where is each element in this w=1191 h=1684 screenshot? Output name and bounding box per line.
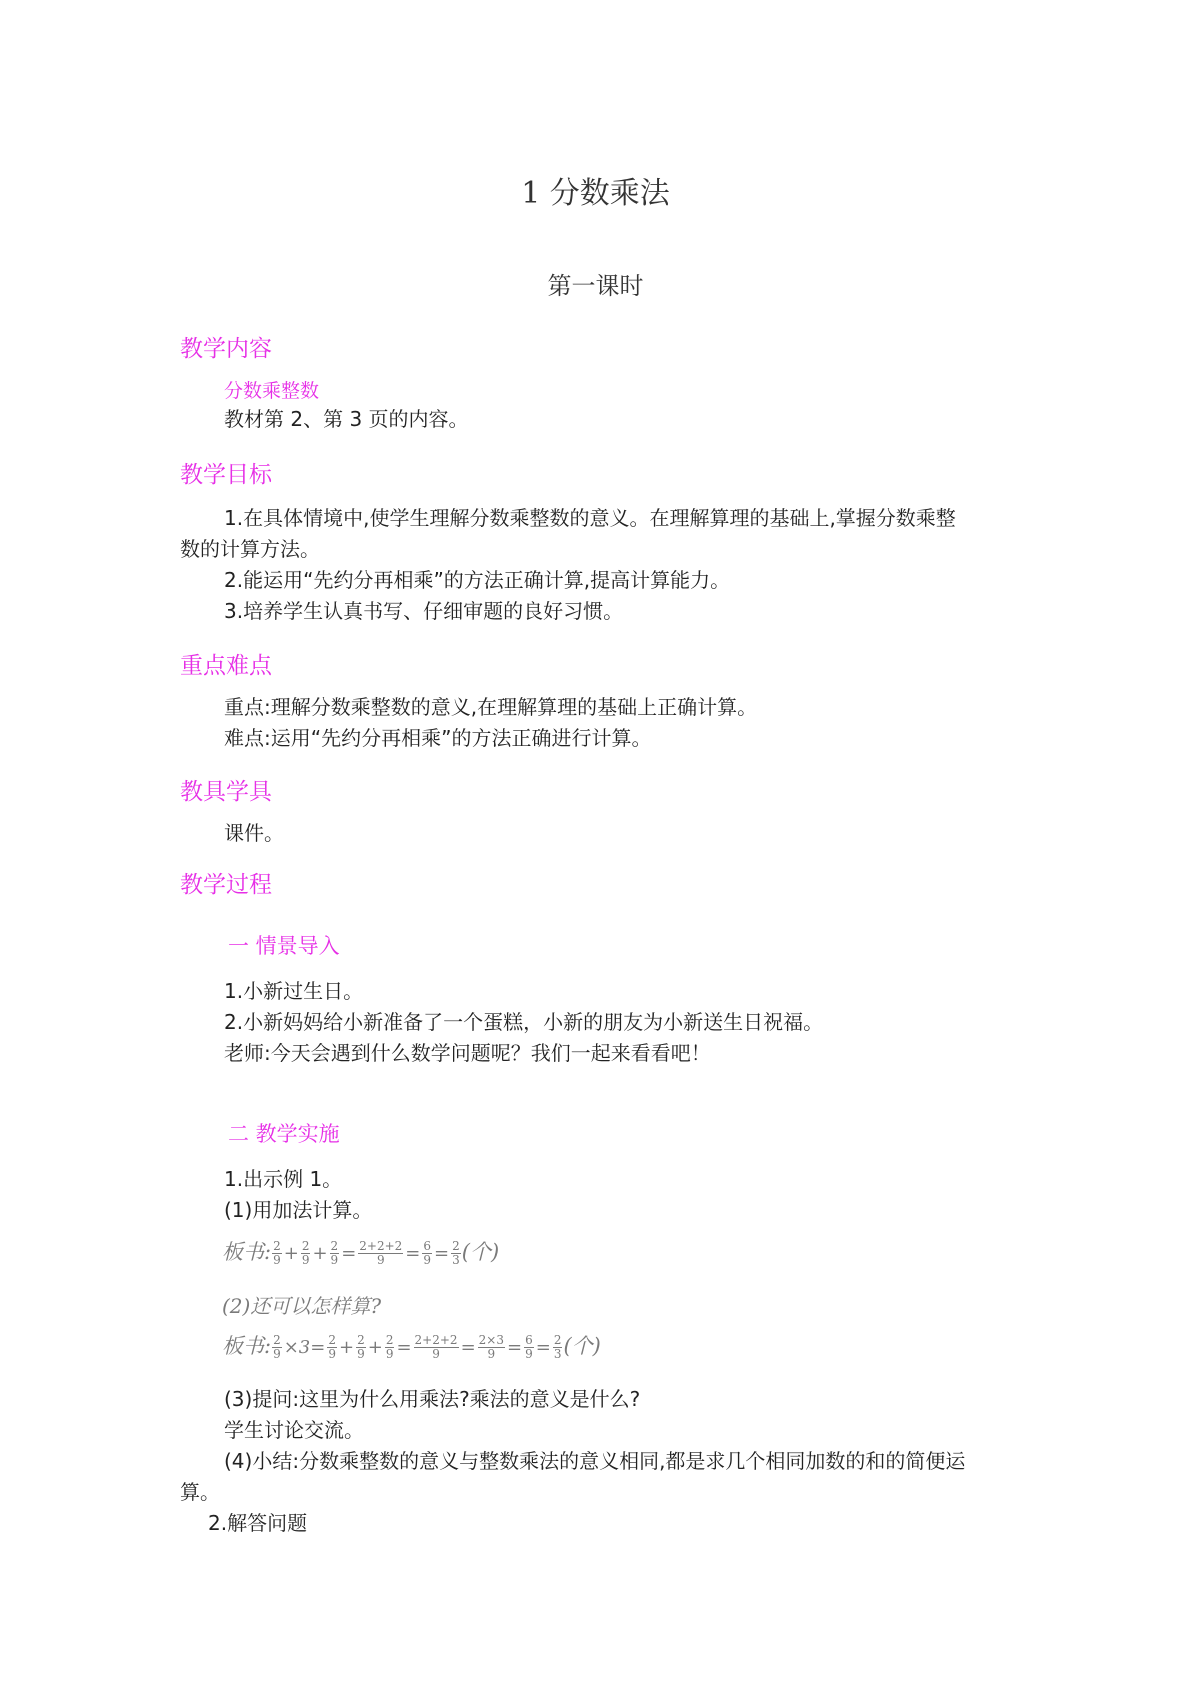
formula-operator: = bbox=[341, 1243, 357, 1264]
fraction-denominator: 9 bbox=[432, 1347, 440, 1361]
fraction-numerator: 6 bbox=[525, 1333, 533, 1347]
step-1-line-2: 2.小新妈妈给小新准备了一个蛋糕，小新的朋友为小新送生日祝福。 bbox=[224, 1010, 824, 1034]
formula-question: (2)还可以怎样算? bbox=[222, 1294, 382, 1318]
step-2-line-5a: (4)小结:分数乘整数的意义与整数乘法的意义相同,都是求几个相同加数的和的简便运 bbox=[224, 1449, 966, 1473]
fraction bbox=[301, 1240, 311, 1267]
fraction bbox=[451, 1240, 461, 1267]
step-1-line-3: 老师:今天会遇到什么数学问题呢？我们一起来看看吧！ bbox=[224, 1041, 711, 1065]
step-2-line-4: 学生讨论交流。 bbox=[224, 1418, 364, 1442]
step-1-line-1: 1.小新过生日。 bbox=[224, 979, 364, 1003]
heading-tools: 教具学具 bbox=[180, 779, 272, 805]
step-1-heading: 一 情景导入 bbox=[228, 934, 340, 958]
fraction-numerator: 2 bbox=[452, 1239, 460, 1253]
goal-3: 3.培养学生认真书写、仔细审题的良好习惯。 bbox=[224, 599, 624, 623]
formula-prefix: 板书: bbox=[222, 1334, 272, 1358]
fraction-numerator: 2 bbox=[273, 1239, 281, 1253]
fraction bbox=[358, 1240, 403, 1267]
content-text: 教材第 2、第 3 页的内容。 bbox=[224, 407, 469, 431]
step-2-line-6: 2.解答问题 bbox=[208, 1511, 308, 1535]
formula-operator: + bbox=[283, 1243, 299, 1264]
fraction-denominator: 9 bbox=[487, 1347, 496, 1361]
fraction bbox=[385, 1334, 395, 1361]
fraction-numerator: 2 bbox=[330, 1239, 339, 1253]
fraction bbox=[272, 1240, 282, 1267]
board-formula-1 bbox=[222, 1236, 499, 1267]
fraction-denominator: 3 bbox=[553, 1347, 562, 1361]
fraction-denominator: 9 bbox=[328, 1347, 336, 1361]
goal-2: 2.能运用“先约分再相乘”的方法正确计算,提高计算能力。 bbox=[224, 568, 731, 592]
formula-operator: = bbox=[535, 1337, 551, 1358]
fraction-numerator: 2 bbox=[385, 1333, 394, 1347]
page-title: 1 分数乘法 bbox=[521, 176, 670, 211]
fraction bbox=[553, 1334, 563, 1361]
step-2-line-5b: 算。 bbox=[180, 1480, 220, 1504]
fraction bbox=[356, 1334, 366, 1361]
fraction-denominator: 3 bbox=[452, 1253, 460, 1267]
fraction bbox=[330, 1240, 340, 1267]
formula-unit: (个) bbox=[461, 1240, 500, 1264]
formula-operator: = bbox=[405, 1243, 421, 1264]
fraction-numerator: 2 bbox=[357, 1333, 365, 1347]
fraction-numerator: 2×3 bbox=[478, 1333, 504, 1347]
key-point: 重点:理解分数乘整数的意义,在理解算理的基础上正确计算。 bbox=[224, 695, 758, 719]
goal-1-line-b: 数的计算方法。 bbox=[180, 537, 320, 561]
formula-operator: = bbox=[434, 1243, 450, 1264]
fraction-numerator: 2 bbox=[301, 1239, 310, 1253]
step-2-heading: 二 教学实施 bbox=[228, 1122, 340, 1146]
fraction-denominator: 9 bbox=[273, 1347, 281, 1361]
lesson-subtitle: 第一课时 bbox=[547, 272, 644, 300]
formula-operator: = bbox=[506, 1337, 523, 1358]
fraction bbox=[272, 1334, 282, 1361]
fraction-denominator: 9 bbox=[385, 1347, 394, 1361]
heading-content: 教学内容 bbox=[180, 336, 272, 362]
fraction-denominator: 9 bbox=[376, 1253, 385, 1267]
board-formula-2 bbox=[222, 1330, 601, 1361]
fraction bbox=[414, 1334, 459, 1361]
fraction-denominator: 9 bbox=[423, 1253, 432, 1267]
goal-1-line-a: 1.在具体情境中,使学生理解分数乘整数的意义。在理解算理的基础上,掌握分数乘整 bbox=[224, 506, 956, 530]
step-2-line-2: (1)用加法计算。 bbox=[224, 1198, 373, 1222]
step-2-line-1: 1.出示例 1。 bbox=[224, 1167, 343, 1191]
formula-unit: (个) bbox=[563, 1334, 601, 1358]
fraction bbox=[524, 1334, 534, 1361]
fraction-denominator: 9 bbox=[273, 1253, 281, 1267]
fraction-numerator: 2 bbox=[328, 1333, 336, 1347]
fraction-denominator: 9 bbox=[330, 1253, 339, 1267]
heading-goals: 教学目标 bbox=[180, 462, 272, 488]
formula-prefix: 板书: bbox=[222, 1240, 272, 1264]
fraction-numerator: 2+2+2 bbox=[414, 1333, 458, 1347]
step-2-line-3: (3)提问:这里为什么用乘法?乘法的意义是什么? bbox=[224, 1387, 641, 1411]
fraction-denominator: 9 bbox=[525, 1347, 533, 1361]
fraction-numerator: 2+2+2 bbox=[359, 1239, 403, 1253]
formula-operator: = bbox=[460, 1337, 476, 1358]
formula-operator: + bbox=[312, 1243, 328, 1264]
heading-process: 教学过程 bbox=[180, 872, 272, 898]
fraction bbox=[422, 1240, 432, 1267]
fraction-denominator: 9 bbox=[357, 1347, 365, 1361]
tools-text: 课件。 bbox=[224, 821, 284, 845]
fraction-numerator: 6 bbox=[423, 1239, 432, 1253]
fraction-denominator: 9 bbox=[301, 1253, 310, 1267]
fraction-numerator: 2 bbox=[273, 1333, 281, 1347]
heading-key-points: 重点难点 bbox=[180, 653, 272, 679]
formula-operator: + bbox=[367, 1337, 383, 1358]
formula-operator: = bbox=[396, 1337, 412, 1358]
fraction bbox=[327, 1334, 337, 1361]
formula-operator: + bbox=[338, 1337, 355, 1358]
subheading-content: 分数乘整数 bbox=[224, 380, 320, 402]
fraction-numerator: 2 bbox=[553, 1333, 562, 1347]
formula-operator: ×3= bbox=[283, 1337, 326, 1358]
difficult-point: 难点:运用“先约分再相乘”的方法正确进行计算。 bbox=[224, 726, 652, 750]
fraction bbox=[478, 1334, 505, 1361]
